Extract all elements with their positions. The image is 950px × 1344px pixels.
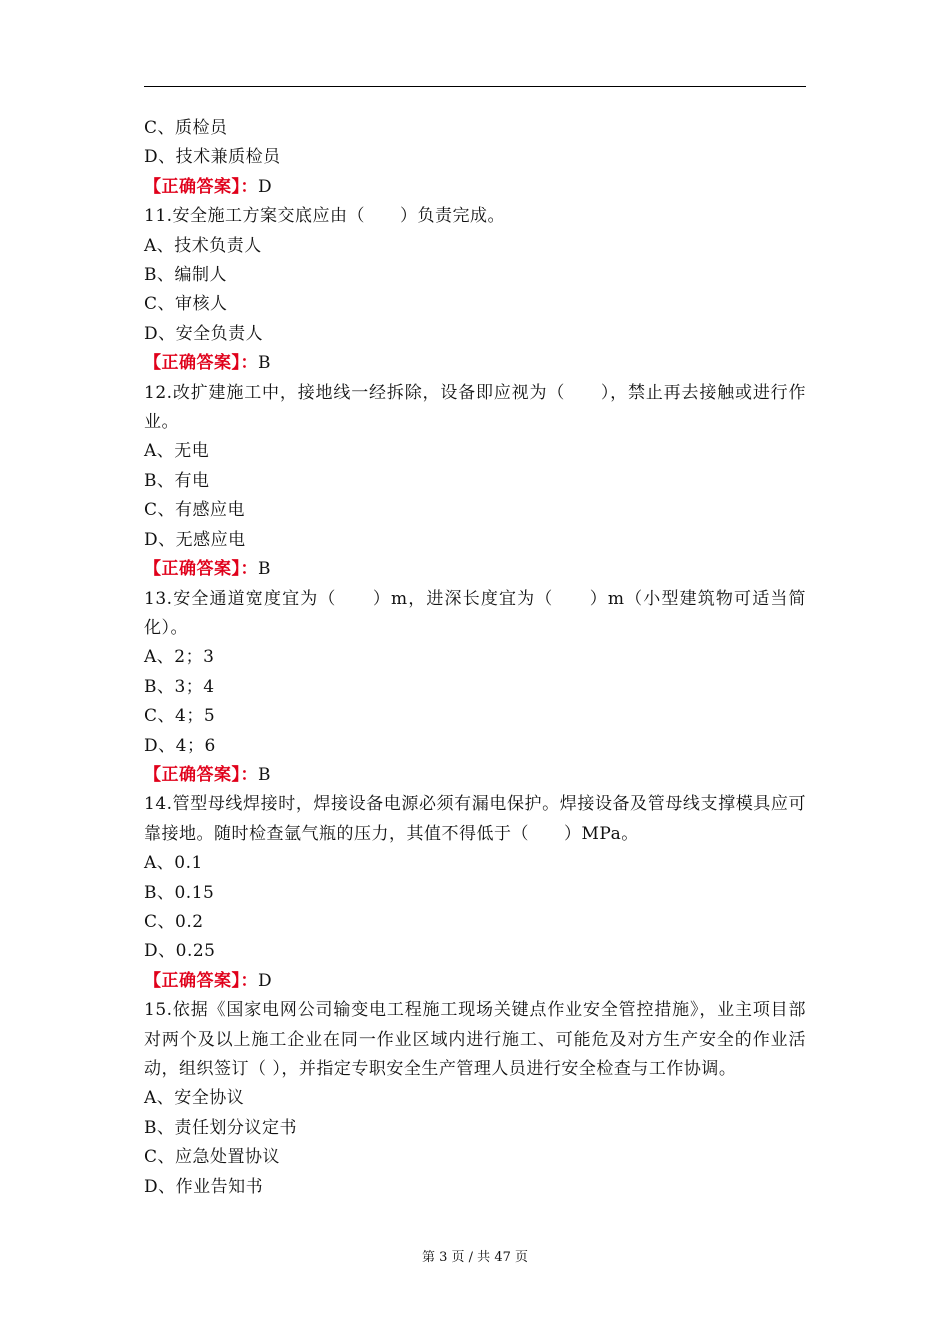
answer-label: 【正确答案】： <box>144 176 258 197</box>
option-line: D、安全负责人 <box>144 323 264 344</box>
answer-value: B <box>258 353 271 374</box>
option-line: D、技术兼质检员 <box>144 147 281 168</box>
answer-line <box>144 761 806 790</box>
answer-value: B <box>258 559 271 580</box>
answer-label: 【正确答案】： <box>144 559 258 580</box>
option-line: B、编制人 <box>144 265 227 286</box>
answer-label: 【正确答案】： <box>144 353 258 374</box>
option-line: D、作业告知书 <box>144 1176 264 1197</box>
option-line: C、质检员 <box>144 118 228 138</box>
question-13: 13.安全通道宽度宜为（ ）m，进深长度宜为（ ）m（小型建筑物可适当简化）。 <box>144 588 806 638</box>
header-rule <box>144 86 806 87</box>
option-line: B、责任划分议定书 <box>144 1117 297 1138</box>
question-11: 11.安全施工方案交底应由（ ）负责完成。 <box>144 206 506 227</box>
question-12: 12.改扩建施工中，接地线一经拆除，设备即应视为（ ），禁止再去接触或进行作业。 <box>144 382 806 433</box>
option-line: D、4；6 <box>144 735 216 756</box>
option-line: C、0.2 <box>144 911 204 932</box>
answer-value: D <box>258 970 273 991</box>
answer-value: B <box>258 764 271 785</box>
option-line: D、无感应电 <box>144 529 246 550</box>
option-line: C、有感应电 <box>144 500 246 521</box>
option-line: C、应急处置协议 <box>144 1147 281 1168</box>
option-line: D、0.25 <box>144 941 216 962</box>
answer-line <box>144 967 806 996</box>
option-line: A、无电 <box>144 441 210 462</box>
option-line: B、有电 <box>144 470 210 491</box>
question-15: 15.依据《国家电网公司输变电工程施工现场关键点作业安全管控措施》，业主项目部对两个及以上施工企业在同一作业区域内进行施工、可能危及对方生产安全的作业活动，组织签订（ ），并指定专职安全生产管理人员进行安全检查与工作协调。 <box>144 1000 806 1079</box>
option-line: B、3；4 <box>144 676 215 697</box>
answer-line <box>144 173 806 202</box>
option-line: A、技术负责人 <box>144 235 262 256</box>
option-line: C、审核人 <box>144 294 228 315</box>
answer-label: 【正确答案】： <box>144 764 258 785</box>
option-line: B、0.15 <box>144 882 215 903</box>
answer-label: 【正确答案】： <box>144 970 258 991</box>
option-line: C、4；5 <box>144 706 216 727</box>
content-body <box>144 114 806 1202</box>
option-line: A、0.1 <box>144 853 203 874</box>
option-line: A、安全协议 <box>144 1088 245 1109</box>
answer-value: D <box>258 176 273 197</box>
page-footer: 第 3 页 / 共 47 页 <box>422 1250 528 1265</box>
answer-line <box>144 349 806 378</box>
question-14: 14.管型母线焊接时，焊接设备电源必须有漏电保护。焊接设备及管母线支撑模具应可靠接地。随时检查氩气瓶的压力，其值不得低于（ ）MPa。 <box>144 794 806 844</box>
option-line: A、2；3 <box>144 647 215 668</box>
answer-line <box>144 555 806 584</box>
